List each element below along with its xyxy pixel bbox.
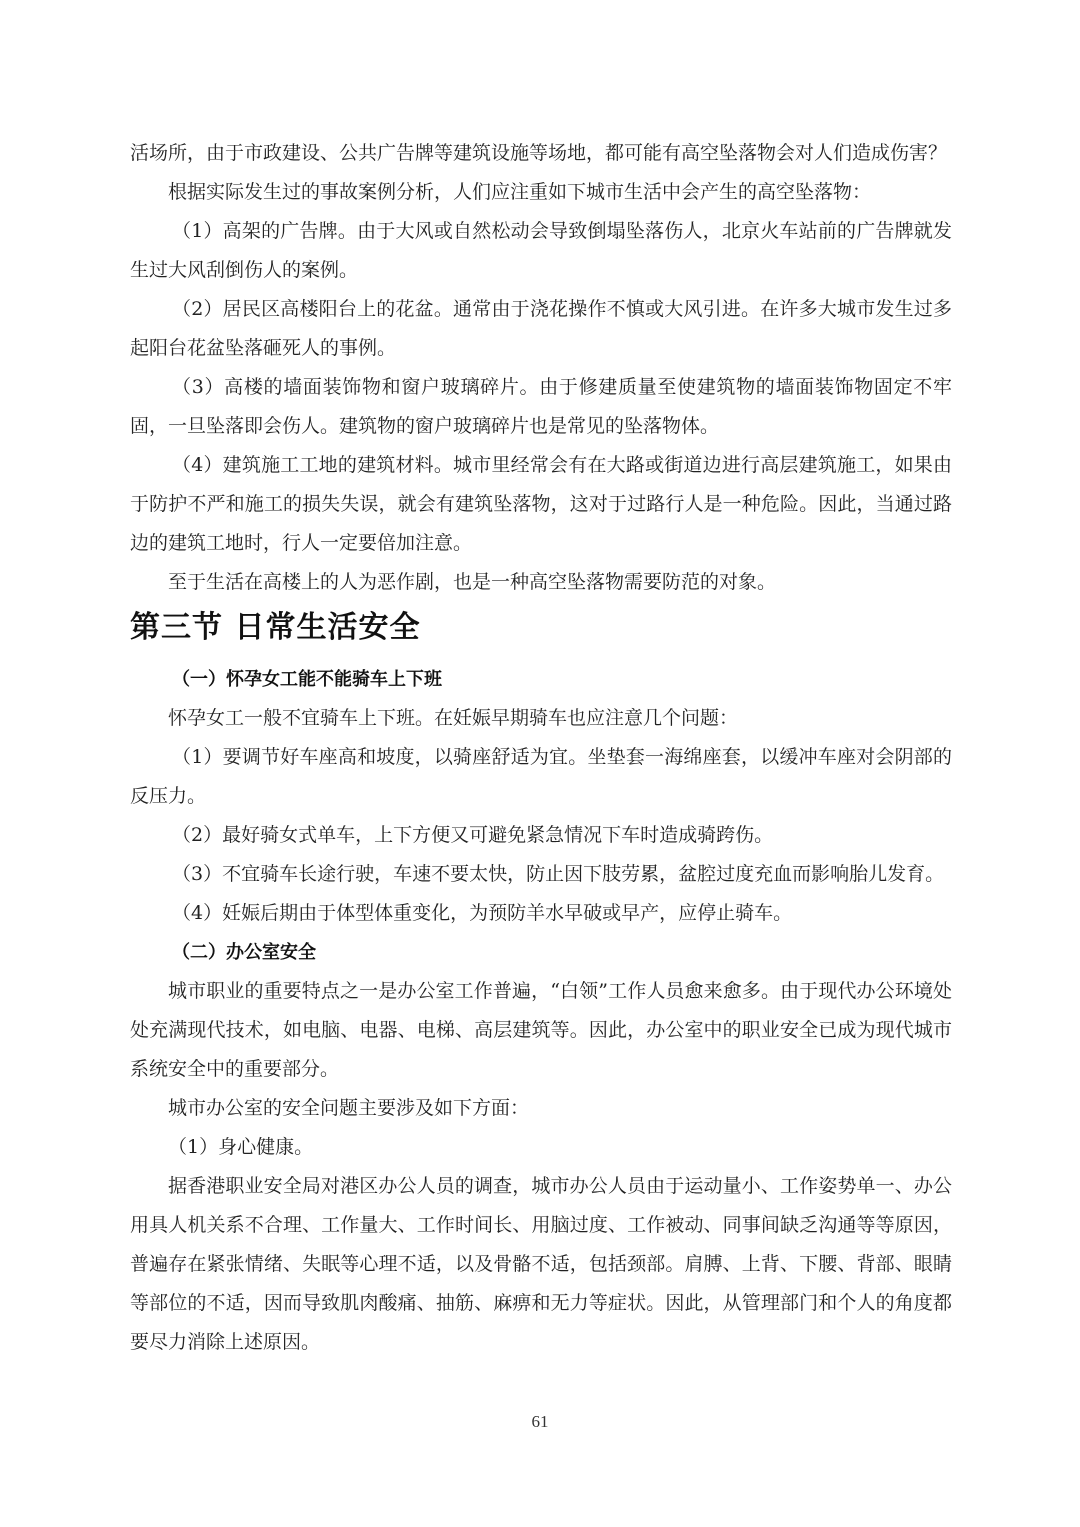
paragraph-pregnant-intro: 怀孕女工一般不宜骑车上下班。在妊娠早期骑车也应注意几个问题： (168, 707, 739, 729)
list-item-seat: （1）要调节好车座高和坡度，以骑座舒适为宜。坐垫套一海绵座套，以缓冲车座对会阴部的反压力。 (130, 746, 952, 807)
paragraph-continuation: 活场所，由于市政建设、公共广告牌等建筑设施等场地，都可能有高空坠落物会对人们造成伤害？ (130, 142, 948, 164)
subsection-heading-pregnant-workers: （一）怀孕女工能不能骑车上下班 (172, 669, 442, 690)
paragraph-office-issues: 城市办公室的安全问题主要涉及如下方面： (168, 1097, 530, 1119)
list-item-bike-type: （2）最好骑女式单车，上下方便又可避免紧急情况下车时造成骑跨伤。 (172, 824, 774, 846)
list-item-speed: （3）不宜骑车长途行驶，车速不要太快，防止因下肢劳累，盆腔过度充血而影响胎儿发育。 (172, 863, 945, 885)
list-item-wall-decor: （3）高楼的墙面装饰物和窗户玻璃碎片。由于修建质量至使建筑物的墙面装饰物固定不牢固，一旦坠落即会伤人。建筑物的窗户玻璃碎片也是常见的坠落物体。 (130, 376, 952, 437)
list-item-construction: （4）建筑施工工地的建筑材料。城市里经常会有在大路或街道边进行高层建筑施工，如果由于防护不严和施工的损失失误，就会有建筑坠落物，这对于过路行人是一种危险。因此，当通过路边的建筑工地时，行人一定要倍加注意。 (130, 454, 952, 554)
list-item-flowerpot: （2）居民区高楼阳台上的花盆。通常由于浇花操作不慎或大风引进。在许多大城市发生过多起阳台花盆坠落砸死人的事例。 (130, 298, 952, 359)
section-title: 第三节 日常生活安全 (130, 610, 421, 645)
list-item-billboard: （1）高架的广告牌。由于大风或自然松动会导致倒塌坠落伤人，北京火车站前的广告牌就发生过大风刮倒伤人的案例。 (130, 220, 952, 281)
list-item-late-pregnancy: （4）妊娠后期由于体型体重变化，为预防羊水早破或早产，应停止骑车。 (172, 902, 793, 924)
paragraph-office-intro: 城市职业的重要特点之一是办公室工作普遍，“白领”工作人员愈来愈多。由于现代办公环境处处充满现代技术，如电脑、电器、电梯、高层建筑等。因此，办公室中的职业安全已成为现代城市系统安全中的重要部分。 (130, 980, 952, 1080)
paragraph-survey: 据香港职业安全局对港区办公人员的调查，城市办公人员由于运动量小、工作姿势单一、办公用具人机关系不合理、工作量大、工作时间长、用脑过度、工作被动、同事间缺乏沟通等等原因，普遍存在紧张情绪、失眠等心理不适，以及骨骼不适，包括颈部。肩膊、上背、下腰、背部、眼睛等部位的不适，因而导致肌肉酸痛、抽筋、麻痹和无力等症状。因此，从管理部门和个人的角度都要尽力消除上述原因。 (130, 1175, 952, 1353)
page-number: 61 (531, 1412, 549, 1431)
subsection-heading-office-safety: （二）办公室安全 (172, 942, 316, 963)
paragraph-intro: 根据实际发生过的事故案例分析，人们应注重如下城市生活中会产生的高空坠落物： (168, 181, 872, 203)
list-item-health: （1）身心健康。 (168, 1136, 314, 1158)
paragraph-prank: 至于生活在高楼上的人为恶作剧，也是一种高空坠落物需要防范的对象。 (168, 571, 777, 593)
page-body (130, 134, 952, 1362)
